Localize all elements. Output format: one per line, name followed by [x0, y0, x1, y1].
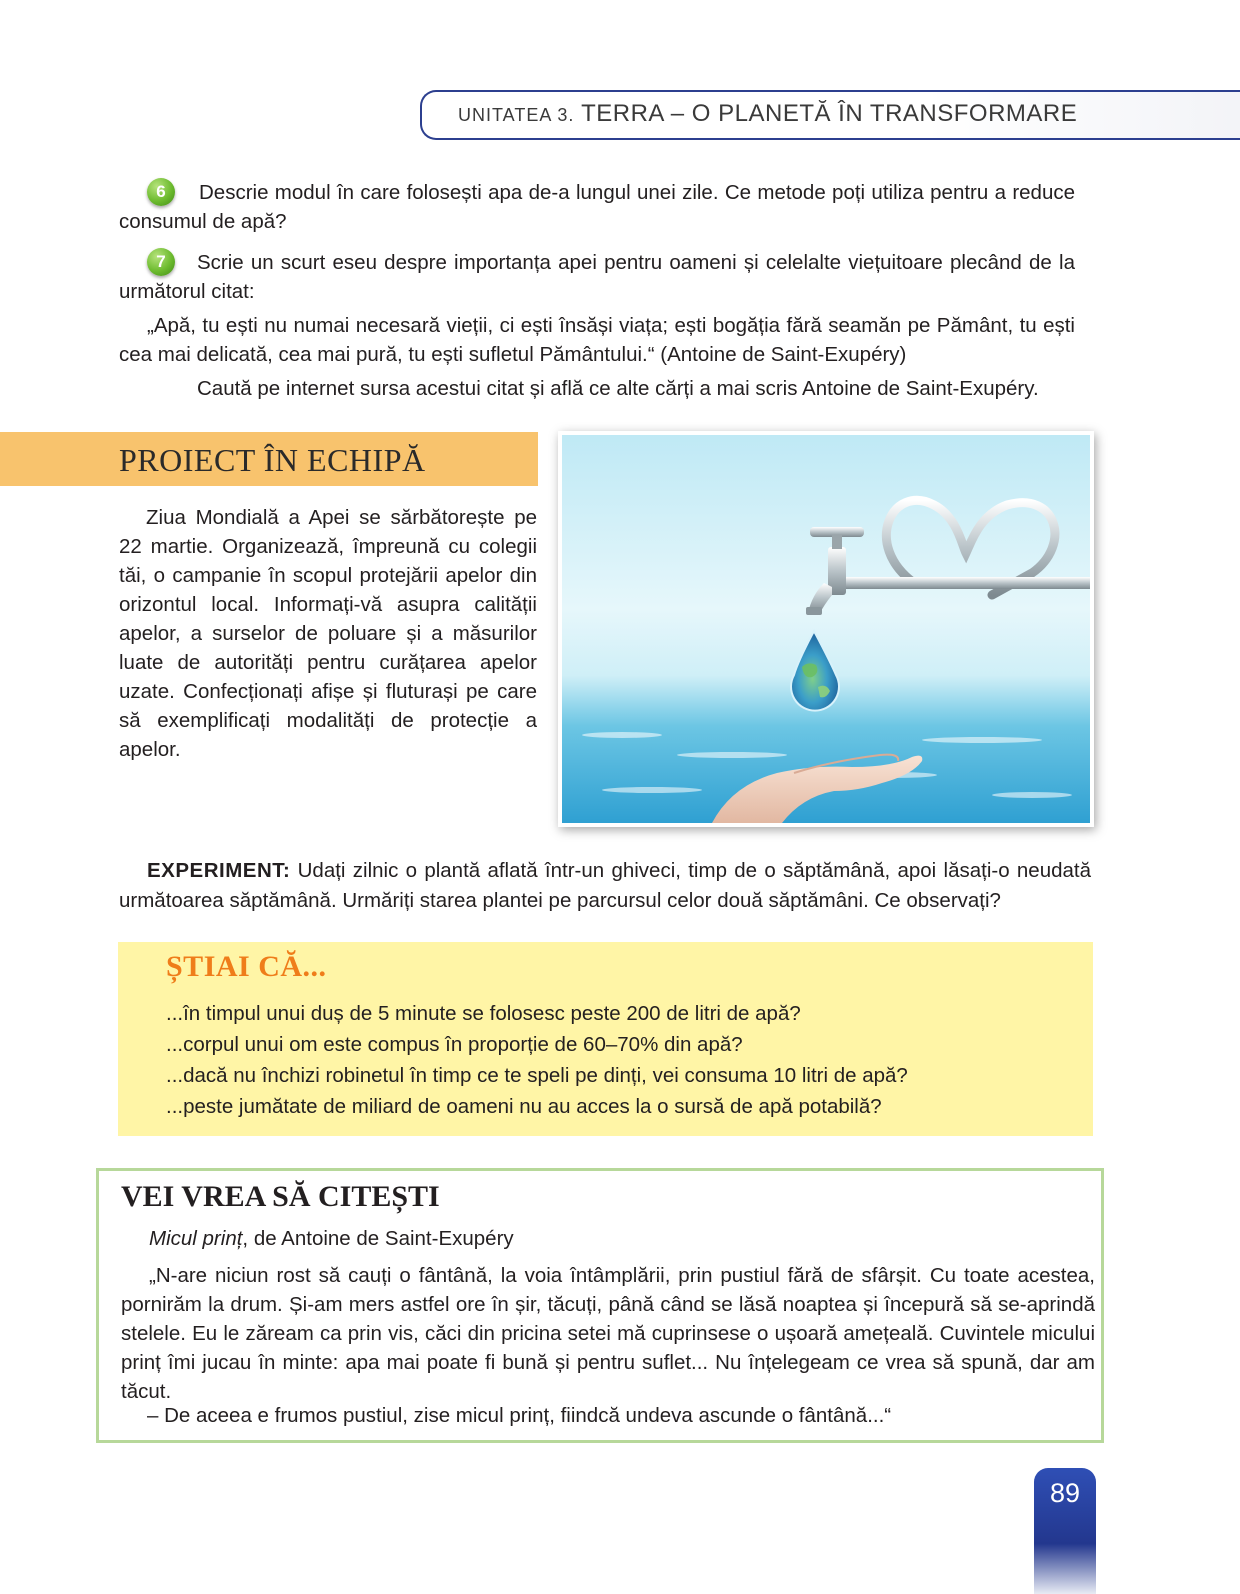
experiment-text: [119, 856, 1091, 916]
reading-excerpt: „N-are niciun rost să cauți o fântână, la voia întâmplării, prin pustiul fără de sfârșit. Cu toate acestea, pornirăm la drum. Și-am mers astfel ore în șir, tăcuți, până când se lăsă noaptea și începură să se-aprindă stelele. Eu le zăream ca prin vis, căci din pricina setei mă cuprinsese o ușoară amețeală. Cuvintele micului prinț îmi jucau în minte: apa mai poate fi bună și pentru suflet... Nu înțelegeam ce vrea să spună, dar am tăcut.: [121, 1264, 1095, 1403]
question-7-badge: 7: [147, 248, 175, 276]
list-item: ...peste jumătate de miliard de oameni nu au acces la o sursă de apă potabilă?: [166, 1095, 882, 1118]
page-number: 89: [1049, 1478, 1081, 1508]
project-text: Ziua Mondială a Apei se sărbătorește pe 22 martie. Organizează, împreună cu colegii tăi, o campanie în scopul protejării apelor din orizontul local. Informați-vă asupra calității apelor, a surselor de poluare și a măsurilor luate de autorități pentru curățarea apelor uzate. Confecționați afișe și fluturași pe care să exemplificați modalități de protecție a apelor.: [119, 506, 537, 761]
experiment-label: EXPERIMENT:: [147, 859, 291, 882]
reading-box: [96, 1168, 1104, 1443]
unit-title: TERRA – O PLANETĂ ÎN TRANSFORMARE: [581, 100, 1078, 127]
experiment-body: Udați zilnic o plantă aflată într-un ghiveci, timp de o săptămână, apoi lăsați-o neudată următoarea săptămână. Urmăriți starea plantei pe parcursul celor două săptămâni. Ce observați?: [119, 859, 1091, 912]
question-7-quote: „Apă, tu ești nu numai necesară vieții, ci ești însăși viața; ești bogăția fără seamăn pe Pământ, tu ești cea mai delicată, cea mai pură, tu ești sufletul Pământului.“ (Antoine de Saint-Exupéry): [119, 314, 1075, 366]
project-title: PROIECT ÎN ECHIPĂ: [119, 442, 426, 478]
reading-title: VEI VREA SĂ CITEȘTI: [121, 1180, 440, 1213]
list-item: ...corpul unui om este compus în proporție de 60–70% din apă?: [166, 1033, 743, 1056]
question-7-text: Scrie un scurt eseu despre importanța apei pentru oameni și celelalte viețuitoare plecând de la următorul citat:: [119, 251, 1075, 303]
question-6-badge: 6: [147, 178, 175, 206]
question-7-followup: Caută pe internet sursa acestui citat și află ce alte cărți a mai scris Antoine de Saint-Exupéry.: [197, 377, 1039, 400]
reading-last-line: – De aceea e frumos pustiul, zise micul prinț, fiindcă undeva ascunde o fântână...“: [147, 1404, 892, 1427]
water-tap-illustration: [562, 435, 1090, 823]
did-you-know-box: [118, 942, 1093, 1136]
unit-label: UNITATEA 3.: [458, 105, 575, 125]
did-you-know-title: ȘTIAI CĂ...: [166, 950, 327, 983]
did-you-know-list: [166, 998, 908, 1122]
list-item: ...în timpul unui duș de 5 minute se folosesc peste 200 de litri de apă?: [166, 1002, 801, 1025]
reading-book: [149, 1227, 514, 1251]
page-number-tab: [1034, 1468, 1096, 1594]
book-author: , de Antoine de Saint-Exupéry: [242, 1227, 514, 1250]
list-item: ...dacă nu închizi robinetul în timp ce te speli pe dinți, vei consuma 10 litri de apă?: [166, 1064, 908, 1087]
book-title: Micul prinț: [149, 1227, 243, 1250]
question-6-text: Descrie modul în care folosești apa de-a lungul unei zile. Ce metode poți utiliza pentru a reduce consumul de apă?: [119, 181, 1075, 233]
water-tap-heart-icon: [562, 435, 1090, 823]
unit-header-text: [458, 100, 1077, 128]
unit-header: [420, 90, 1240, 140]
